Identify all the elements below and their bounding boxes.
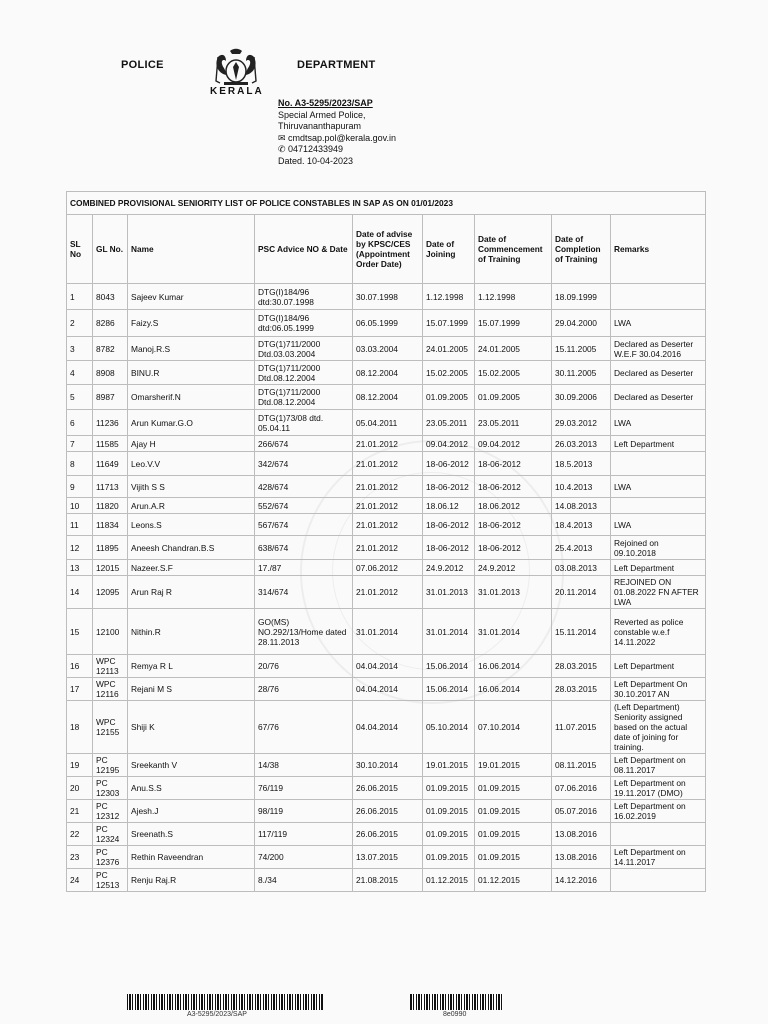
- header-date-advise: Date of advise by KPSC/CES (Appointment Order Date): [353, 215, 423, 284]
- cell-date-advise: 08.12.2004: [353, 385, 423, 410]
- cell-remarks: LWA: [611, 410, 706, 436]
- cell-psc-advice: 98/119: [255, 800, 353, 823]
- table-row: [67, 361, 706, 385]
- header-sl-no: SL No: [67, 215, 93, 284]
- cell-date-joining: 15.02.2005: [423, 361, 475, 385]
- cell-sl-no: 7: [67, 436, 93, 452]
- table-title: COMBINED PROVISIONAL SENIORITY LIST OF POLICE CONSTABLES IN SAP AS ON 01/01/2023: [67, 192, 706, 215]
- cell-date-advise: 26.06.2015: [353, 800, 423, 823]
- cell-gl-no: PC 12312: [93, 800, 128, 823]
- cell-completion: 05.07.2016: [552, 800, 611, 823]
- barcode-code: [410, 994, 503, 1010]
- cell-name: Nazeer.S.F: [128, 560, 255, 576]
- cell-date-advise: 21.01.2012: [353, 498, 423, 514]
- cell-psc-advice: 314/674: [255, 576, 353, 609]
- cell-name: Faizy.S: [128, 310, 255, 337]
- phone-line: [278, 144, 396, 156]
- cell-date-joining: 19.01.2015: [423, 754, 475, 777]
- cell-psc-advice: 567/674: [255, 514, 353, 536]
- header-department: DEPARTMENT: [297, 59, 376, 71]
- cell-psc-advice: GO(MS) NO.292/13/Home dated 28.11.2013: [255, 609, 353, 655]
- cell-commencement: 18.06.2012: [475, 498, 552, 514]
- cell-sl-no: 23: [67, 846, 93, 869]
- cell-sl-no: 9: [67, 476, 93, 498]
- reference-number: No. A3-5295/2023/SAP: [278, 98, 373, 108]
- cell-date-joining: 24.9.2012: [423, 560, 475, 576]
- cell-sl-no: 5: [67, 385, 93, 410]
- header-name: Name: [128, 215, 255, 284]
- cell-completion: 14.12.2016: [552, 869, 611, 892]
- cell-gl-no: PC 12195: [93, 754, 128, 777]
- cell-psc-advice: 117/119: [255, 823, 353, 846]
- cell-date-joining: 31.01.2013: [423, 576, 475, 609]
- barcode-reference: [127, 994, 323, 1010]
- cell-psc-advice: 74/200: [255, 846, 353, 869]
- cell-gl-no: 12015: [93, 560, 128, 576]
- cell-sl-no: 6: [67, 410, 93, 436]
- cell-completion: 15.11.2014: [552, 609, 611, 655]
- cell-date-advise: 21.01.2012: [353, 476, 423, 498]
- cell-sl-no: 12: [67, 536, 93, 560]
- cell-gl-no: PC 12303: [93, 777, 128, 800]
- cell-gl-no: WPC 12155: [93, 701, 128, 754]
- cell-psc-advice: DTG(I)184/96 dtd:30.07.1998: [255, 284, 353, 310]
- address-line-1: Special Armed Police,: [278, 109, 366, 120]
- cell-date-joining: 01.09.2015: [423, 846, 475, 869]
- cell-commencement: 1.12.1998: [475, 284, 552, 310]
- cell-commencement: 01.09.2015: [475, 777, 552, 800]
- cell-remarks: REJOINED ON 01.08.2022 FN AFTER LWA: [611, 576, 706, 609]
- cell-name: Leo.V.V: [128, 452, 255, 476]
- phone-icon: ✆: [278, 144, 286, 154]
- cell-completion: 29.03.2012: [552, 410, 611, 436]
- table-row: [67, 498, 706, 514]
- cell-date-advise: 06.05.1999: [353, 310, 423, 337]
- cell-date-advise: 07.06.2012: [353, 560, 423, 576]
- table-row: [67, 869, 706, 892]
- cell-date-advise: 05.04.2011: [353, 410, 423, 436]
- cell-psc-advice: 428/674: [255, 476, 353, 498]
- cell-date-joining: 18-06-2012: [423, 452, 475, 476]
- cell-name: Arun Kumar.G.O: [128, 410, 255, 436]
- cell-commencement: 16.06.2014: [475, 678, 552, 701]
- cell-name: Ajesh.J: [128, 800, 255, 823]
- cell-remarks: [611, 823, 706, 846]
- cell-name: Renju Raj.R: [128, 869, 255, 892]
- cell-remarks: Left Department on 19.11.2017 (DMO): [611, 777, 706, 800]
- table-title-row: [67, 192, 706, 215]
- cell-date-advise: 03.03.2004: [353, 337, 423, 361]
- cell-psc-advice: 266/674: [255, 436, 353, 452]
- cell-commencement: 18-06-2012: [475, 536, 552, 560]
- cell-date-joining: 01.09.2005: [423, 385, 475, 410]
- cell-date-joining: 15.06.2014: [423, 655, 475, 678]
- cell-remarks: Left Department on 08.11.2017: [611, 754, 706, 777]
- table-row: [67, 655, 706, 678]
- cell-completion: 15.11.2005: [552, 337, 611, 361]
- cell-psc-advice: 20/76: [255, 655, 353, 678]
- table-row: [67, 436, 706, 452]
- cell-date-advise: 21.01.2012: [353, 514, 423, 536]
- header-commencement: Date of Commencement of Training: [475, 215, 552, 284]
- table-row: [67, 536, 706, 560]
- cell-name: Sajeev Kumar: [128, 284, 255, 310]
- cell-commencement: 23.05.2011: [475, 410, 552, 436]
- cell-remarks: Left Department: [611, 655, 706, 678]
- cell-gl-no: 8987: [93, 385, 128, 410]
- cell-completion: 25.4.2013: [552, 536, 611, 560]
- cell-date-advise: 13.07.2015: [353, 846, 423, 869]
- cell-commencement: 01.09.2005: [475, 385, 552, 410]
- table-row: [67, 410, 706, 436]
- cell-psc-advice: DTG(1)711/2000 Dtd.08.12.2004: [255, 385, 353, 410]
- cell-gl-no: 11649: [93, 452, 128, 476]
- table-row: [67, 476, 706, 498]
- cell-completion: 13.08.2016: [552, 846, 611, 869]
- cell-date-joining: 01.12.2015: [423, 869, 475, 892]
- table-row: [67, 701, 706, 754]
- cell-name: Vijith S S: [128, 476, 255, 498]
- cell-commencement: 16.06.2014: [475, 655, 552, 678]
- cell-sl-no: 3: [67, 337, 93, 361]
- cell-name: Leons.S: [128, 514, 255, 536]
- cell-gl-no: 8043: [93, 284, 128, 310]
- cell-psc-advice: 552/674: [255, 498, 353, 514]
- cell-completion: 20.11.2014: [552, 576, 611, 609]
- header-psc-advice: PSC Advice NO & Date: [255, 215, 353, 284]
- cell-date-advise: 04.04.2014: [353, 655, 423, 678]
- table-row: [67, 777, 706, 800]
- cell-remarks: Rejoined on 09.10.2018: [611, 536, 706, 560]
- cell-psc-advice: 17./87: [255, 560, 353, 576]
- cell-psc-advice: 342/674: [255, 452, 353, 476]
- table-row: [67, 337, 706, 361]
- cell-completion: 18.09.1999: [552, 284, 611, 310]
- cell-completion: 08.11.2015: [552, 754, 611, 777]
- cell-completion: 30.09.2006: [552, 385, 611, 410]
- cell-commencement: 18-06-2012: [475, 452, 552, 476]
- header-gl-no: GL No.: [93, 215, 128, 284]
- cell-remarks: Left Department on 14.11.2017: [611, 846, 706, 869]
- cell-completion: 28.03.2015: [552, 655, 611, 678]
- cell-sl-no: 22: [67, 823, 93, 846]
- header-police: POLICE: [121, 59, 164, 71]
- cell-commencement: 01.09.2015: [475, 846, 552, 869]
- cell-commencement: 24.01.2005: [475, 337, 552, 361]
- cell-sl-no: 8: [67, 452, 93, 476]
- cell-sl-no: 4: [67, 361, 93, 385]
- cell-commencement: 01.12.2015: [475, 869, 552, 892]
- header-completion: Date of Completion of Training: [552, 215, 611, 284]
- cell-psc-advice: DTG(1)73/08 dtd. 05.04.11: [255, 410, 353, 436]
- cell-gl-no: 11585: [93, 436, 128, 452]
- table-row: [67, 310, 706, 337]
- cell-remarks: Left Department: [611, 560, 706, 576]
- cell-date-joining: 1.12.1998: [423, 284, 475, 310]
- table-row: [67, 385, 706, 410]
- cell-sl-no: 20: [67, 777, 93, 800]
- cell-name: Rejani M S: [128, 678, 255, 701]
- cell-remarks: [611, 452, 706, 476]
- cell-date-advise: 04.04.2014: [353, 701, 423, 754]
- cell-name: Sreekanth V: [128, 754, 255, 777]
- cell-date-advise: 21.01.2012: [353, 452, 423, 476]
- cell-name: Remya R L: [128, 655, 255, 678]
- cell-remarks: Left Department On 30.10.2017 AN: [611, 678, 706, 701]
- cell-commencement: 01.09.2015: [475, 823, 552, 846]
- cell-date-advise: 04.04.2014: [353, 678, 423, 701]
- cell-remarks: Declared as Deserter W.E.F 30.04.2016: [611, 337, 706, 361]
- cell-sl-no: 2: [67, 310, 93, 337]
- cell-date-joining: 24.01.2005: [423, 337, 475, 361]
- cell-name: Manoj.R.S: [128, 337, 255, 361]
- table-row: [67, 576, 706, 609]
- cell-gl-no: WPC 12113: [93, 655, 128, 678]
- cell-name: Arun.A.R: [128, 498, 255, 514]
- cell-remarks: Left Department: [611, 436, 706, 452]
- header-date-joining: Date of Joining: [423, 215, 475, 284]
- cell-commencement: 31.01.2014: [475, 609, 552, 655]
- cell-commencement: 24.9.2012: [475, 560, 552, 576]
- cell-date-joining: 31.01.2014: [423, 609, 475, 655]
- cell-gl-no: 12095: [93, 576, 128, 609]
- envelope-icon: ✉: [278, 132, 286, 143]
- phone-text: 04712433949: [288, 144, 344, 154]
- email-text: cmdtsap.pol@kerala.gov.in: [288, 132, 397, 143]
- cell-commencement: 07.10.2014: [475, 701, 552, 754]
- address-block: [278, 98, 396, 167]
- table-header-row: [67, 215, 706, 284]
- cell-name: Omarsherif.N: [128, 385, 255, 410]
- cell-psc-advice: 8./34: [255, 869, 353, 892]
- cell-sl-no: 19: [67, 754, 93, 777]
- email-line: [278, 133, 396, 145]
- cell-date-advise: 21.01.2012: [353, 436, 423, 452]
- cell-remarks: Declared as Deserter: [611, 361, 706, 385]
- cell-name: BINU.R: [128, 361, 255, 385]
- table-row: [67, 678, 706, 701]
- cell-psc-advice: 14/38: [255, 754, 353, 777]
- cell-date-advise: 21.08.2015: [353, 869, 423, 892]
- cell-date-advise: 31.01.2014: [353, 609, 423, 655]
- cell-psc-advice: DTG(1)711/2000 Dtd.03.03.2004: [255, 337, 353, 361]
- cell-commencement: 18-06-2012: [475, 514, 552, 536]
- dated-line: Dated. 10-04-2023: [278, 155, 354, 166]
- cell-date-advise: 21.01.2012: [353, 536, 423, 560]
- barcode-reference-label: A3-5295/2023/SAP: [187, 1011, 247, 1018]
- cell-completion: 18.5.2013: [552, 452, 611, 476]
- cell-remarks: [611, 869, 706, 892]
- cell-gl-no: PC 12324: [93, 823, 128, 846]
- cell-remarks: LWA: [611, 310, 706, 337]
- cell-psc-advice: 638/674: [255, 536, 353, 560]
- cell-commencement: 31.01.2013: [475, 576, 552, 609]
- cell-date-joining: 01.09.2015: [423, 823, 475, 846]
- cell-date-joining: 18-06-2012: [423, 476, 475, 498]
- cell-date-joining: 23.05.2011: [423, 410, 475, 436]
- cell-sl-no: 13: [67, 560, 93, 576]
- cell-date-advise: 08.12.2004: [353, 361, 423, 385]
- table-row: [67, 452, 706, 476]
- cell-name: Nithin.R: [128, 609, 255, 655]
- cell-sl-no: 24: [67, 869, 93, 892]
- table-row: [67, 800, 706, 823]
- cell-psc-advice: 67/76: [255, 701, 353, 754]
- cell-sl-no: 15: [67, 609, 93, 655]
- cell-name: Anu.S.S: [128, 777, 255, 800]
- cell-name: Arun Raj R: [128, 576, 255, 609]
- cell-sl-no: 10: [67, 498, 93, 514]
- cell-completion: 14.08.2013: [552, 498, 611, 514]
- header-state: KERALA: [210, 86, 264, 97]
- cell-sl-no: 18: [67, 701, 93, 754]
- cell-date-advise: 30.07.1998: [353, 284, 423, 310]
- table-row: [67, 754, 706, 777]
- cell-psc-advice: 76/119: [255, 777, 353, 800]
- cell-remarks: LWA: [611, 514, 706, 536]
- cell-name: Aneesh Chandran.B.S: [128, 536, 255, 560]
- cell-date-advise: 30.10.2014: [353, 754, 423, 777]
- cell-date-joining: 15.07.1999: [423, 310, 475, 337]
- cell-name: Ajay H: [128, 436, 255, 452]
- cell-gl-no: 11834: [93, 514, 128, 536]
- cell-sl-no: 1: [67, 284, 93, 310]
- table-row: [67, 284, 706, 310]
- cell-commencement: 01.09.2015: [475, 800, 552, 823]
- cell-gl-no: 11820: [93, 498, 128, 514]
- cell-psc-advice: 28/76: [255, 678, 353, 701]
- cell-date-joining: 18-06-2012: [423, 536, 475, 560]
- cell-gl-no: 12100: [93, 609, 128, 655]
- cell-gl-no: PC 12376: [93, 846, 128, 869]
- cell-psc-advice: DTG(1)711/2000 Dtd.08.12.2004: [255, 361, 353, 385]
- cell-date-advise: 21.01.2012: [353, 576, 423, 609]
- cell-completion: 11.07.2015: [552, 701, 611, 754]
- table-row: [67, 514, 706, 536]
- cell-date-joining: 01.09.2015: [423, 777, 475, 800]
- cell-remarks: LWA: [611, 476, 706, 498]
- header-remarks: Remarks: [611, 215, 706, 284]
- cell-date-joining: 09.04.2012: [423, 436, 475, 452]
- cell-completion: 18.4.2013: [552, 514, 611, 536]
- cell-completion: 29.04.2000: [552, 310, 611, 337]
- cell-date-joining: 18.06.12: [423, 498, 475, 514]
- cell-completion: 03.08.2013: [552, 560, 611, 576]
- cell-remarks: Left Department on 16.02.2019: [611, 800, 706, 823]
- cell-remarks: Declared as Deserter: [611, 385, 706, 410]
- cell-commencement: 19.01.2015: [475, 754, 552, 777]
- cell-gl-no: 11895: [93, 536, 128, 560]
- barcode-code-label: 8e0990: [443, 1011, 467, 1018]
- cell-sl-no: 21: [67, 800, 93, 823]
- table-row: [67, 560, 706, 576]
- cell-completion: 28.03.2015: [552, 678, 611, 701]
- cell-gl-no: 8286: [93, 310, 128, 337]
- cell-date-joining: 05.10.2014: [423, 701, 475, 754]
- cell-sl-no: 16: [67, 655, 93, 678]
- cell-date-advise: 26.06.2015: [353, 777, 423, 800]
- cell-sl-no: 11: [67, 514, 93, 536]
- cell-name: Rethin Raveendran: [128, 846, 255, 869]
- cell-completion: 30.11.2005: [552, 361, 611, 385]
- cell-commencement: 09.04.2012: [475, 436, 552, 452]
- cell-gl-no: 8908: [93, 361, 128, 385]
- seniority-table: [66, 191, 706, 892]
- table-row: [67, 823, 706, 846]
- cell-completion: 07.06.2016: [552, 777, 611, 800]
- cell-remarks: Reverted as police constable w.e.f 14.11.2022: [611, 609, 706, 655]
- cell-commencement: 15.07.1999: [475, 310, 552, 337]
- cell-gl-no: 8782: [93, 337, 128, 361]
- cell-name: Shiji K: [128, 701, 255, 754]
- cell-remarks: [611, 498, 706, 514]
- cell-gl-no: 11713: [93, 476, 128, 498]
- cell-sl-no: 17: [67, 678, 93, 701]
- table-row: [67, 609, 706, 655]
- cell-gl-no: 11236: [93, 410, 128, 436]
- cell-date-joining: 01.09.2015: [423, 800, 475, 823]
- cell-completion: 10.4.2013: [552, 476, 611, 498]
- cell-remarks: (Left Department) Seniority assigned based on the actual date of joining for training.: [611, 701, 706, 754]
- table-row: [67, 846, 706, 869]
- cell-name: Sreenath.S: [128, 823, 255, 846]
- cell-completion: 13.08.2016: [552, 823, 611, 846]
- cell-commencement: 18-06-2012: [475, 476, 552, 498]
- cell-psc-advice: DTG(I)184/96 dtd:06.05.1999: [255, 310, 353, 337]
- cell-date-joining: 18-06-2012: [423, 514, 475, 536]
- cell-remarks: [611, 284, 706, 310]
- address-line-2: Thiruvananthapuram: [278, 121, 362, 131]
- cell-sl-no: 14: [67, 576, 93, 609]
- cell-date-joining: 15.06.2014: [423, 678, 475, 701]
- cell-date-advise: 26.06.2015: [353, 823, 423, 846]
- cell-completion: 26.03.2013: [552, 436, 611, 452]
- cell-gl-no: PC 12513: [93, 869, 128, 892]
- cell-commencement: 15.02.2005: [475, 361, 552, 385]
- cell-gl-no: WPC 12116: [93, 678, 128, 701]
